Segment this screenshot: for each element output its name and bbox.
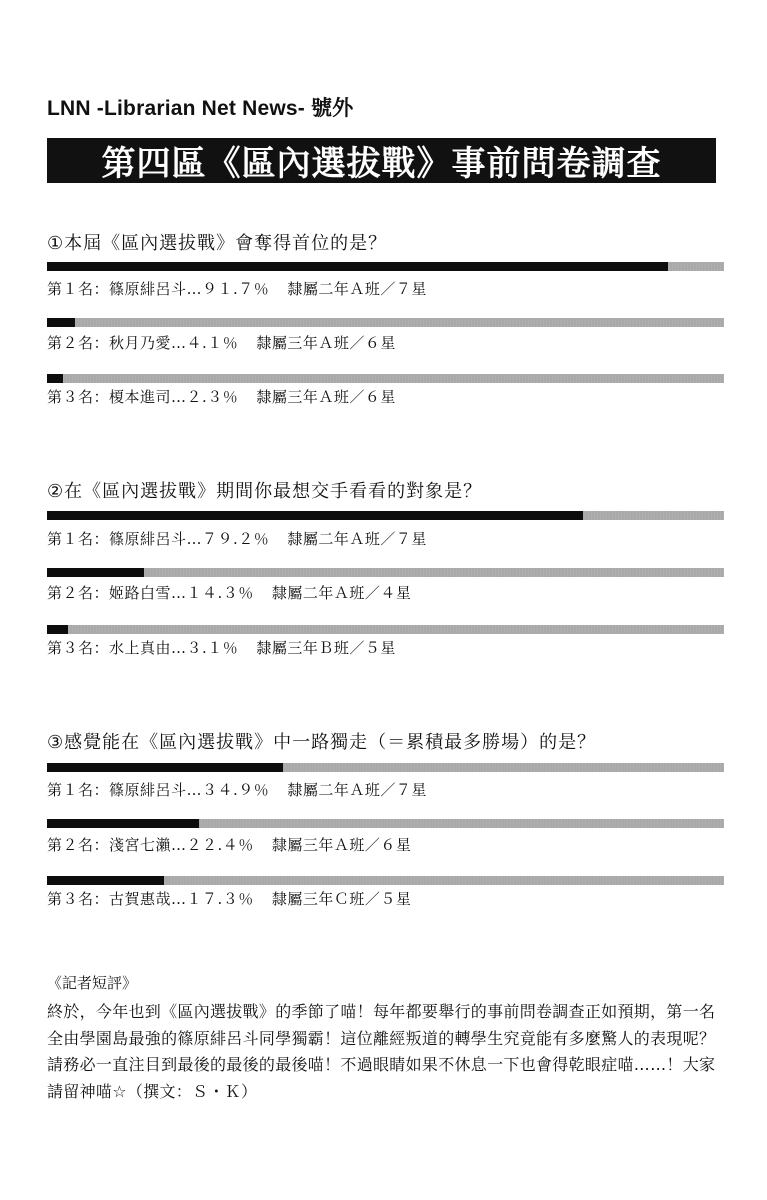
candidate-name: 姬路白雪 bbox=[109, 584, 172, 602]
q1-rank3-bar bbox=[47, 374, 724, 383]
candidate-name: 水上真由 bbox=[109, 639, 172, 657]
q3-rank1-bar bbox=[47, 763, 724, 772]
q1-rank2-bar bbox=[47, 318, 724, 327]
q1-rank1: 第１名：篠原緋呂斗…９１.７％ 隸屬二年Ａ班／７星 bbox=[47, 280, 427, 298]
rank-label: 第２名： bbox=[47, 836, 110, 854]
q3-rank1: 第１名：篠原緋呂斗…３４.９％ 隸屬二年Ａ班／７星 bbox=[47, 781, 427, 799]
question-2: ②在《區內選拔戰》期間你最想交手看看的對象是？ bbox=[47, 481, 483, 502]
q2-rank3-bar-fill bbox=[47, 625, 68, 634]
comment-body: 終於，今年也到《區內選拔戰》的季節了喵！每年都要舉行的事前問卷調查正如預期，第一名全由學園島最強的篠原緋呂斗同學獨霸！這位離經叛道的轉學生究竟能有多麼驚人的表現呢？請務必一直注目到最後的最後的最後喵！不過眼睛如果不休息一下也會得乾眼症喵……！大家請留神喵☆（撰文：Ｓ・Ｋ） bbox=[47, 1002, 716, 1101]
q2-rank1-bar bbox=[47, 511, 724, 520]
q1-rank3: 第３名：榎本進司…２.３％ 隸屬三年Ａ班／６星 bbox=[47, 388, 396, 406]
q2-rank2: 第２名：姬路白雪…１４.３％ 隸屬二年Ａ班／４星 bbox=[47, 584, 412, 602]
class-star: 隸屬二年Ａ班／７星 bbox=[287, 530, 427, 548]
q2-rank2-bar bbox=[47, 568, 724, 577]
question-1: ①本屆《區內選拔戰》會奪得首位的是？ bbox=[47, 233, 388, 254]
q1-rank2: 第２名：秋月乃愛…４.１％ 隸屬三年Ａ班／６星 bbox=[47, 334, 396, 352]
vote-percent: １７.３％ bbox=[186, 890, 254, 908]
q3-rank2-bar bbox=[47, 819, 724, 828]
rank-label: 第１名： bbox=[47, 280, 110, 298]
candidate-name: 篠原緋呂斗 bbox=[109, 781, 187, 799]
rank-label: 第３名： bbox=[47, 890, 110, 908]
rank-label: 第２名： bbox=[47, 584, 110, 602]
candidate-name: 淺宮七瀨 bbox=[109, 836, 172, 854]
class-star: 隸屬三年Ａ班／６星 bbox=[271, 836, 412, 854]
vote-percent: ９１.７％ bbox=[202, 280, 270, 298]
vote-percent: ３.１％ bbox=[186, 639, 239, 657]
comment-title: 《記者短評》 bbox=[47, 974, 138, 992]
q2-rank1-bar-fill bbox=[47, 511, 583, 520]
class-star: 隸屬三年Ａ班／６星 bbox=[256, 388, 396, 406]
vote-percent: ４.１％ bbox=[186, 334, 239, 352]
newsletter-header: LNN -Librarian Net News- 號外 bbox=[47, 97, 354, 120]
q3-rank1-bar-fill bbox=[47, 763, 283, 772]
vote-percent: １４.３％ bbox=[186, 584, 254, 602]
rank-label: 第１名： bbox=[47, 530, 110, 548]
vote-percent: ２.３％ bbox=[186, 388, 239, 406]
q3-rank3-bar-fill bbox=[47, 876, 164, 885]
q3-rank2-bar-fill bbox=[47, 819, 199, 828]
candidate-name: 榎本進司 bbox=[109, 388, 172, 406]
q3-rank3-bar bbox=[47, 876, 724, 885]
q1-rank3-bar-fill bbox=[47, 374, 63, 383]
q1-rank1-bar bbox=[47, 262, 724, 271]
q1-rank1-bar-fill bbox=[47, 262, 668, 271]
class-star: 隸屬二年Ａ班／７星 bbox=[287, 781, 427, 799]
q2-rank3: 第３名：水上真由…３.１％ 隸屬三年Ｂ班／５星 bbox=[47, 639, 396, 657]
class-star: 隸屬二年Ａ班／４星 bbox=[271, 584, 412, 602]
rank-label: 第３名： bbox=[47, 639, 110, 657]
candidate-name: 篠原緋呂斗 bbox=[109, 280, 187, 298]
rank-label: 第２名： bbox=[47, 334, 110, 352]
q3-rank2: 第２名：淺宮七瀨…２２.４％ 隸屬三年Ａ班／６星 bbox=[47, 836, 412, 854]
candidate-name: 篠原緋呂斗 bbox=[109, 530, 187, 548]
class-star: 隸屬三年Ａ班／６星 bbox=[256, 334, 396, 352]
survey-title: 第四區《區內選拔戰》事前問卷調查 bbox=[47, 138, 716, 183]
q2-rank3-bar bbox=[47, 625, 724, 634]
q2-rank2-bar-fill bbox=[47, 568, 144, 577]
candidate-name: 古賀惠哉 bbox=[109, 890, 172, 908]
q1-rank2-bar-fill bbox=[47, 318, 75, 327]
rank-label: 第３名： bbox=[47, 388, 110, 406]
vote-percent: ７９.２％ bbox=[202, 530, 270, 548]
candidate-name: 秋月乃愛 bbox=[109, 334, 172, 352]
class-star: 隸屬三年Ｃ班／５星 bbox=[271, 890, 412, 908]
vote-percent: ２２.４％ bbox=[186, 836, 254, 854]
q3-rank3: 第３名：古賀惠哉…１７.３％ 隸屬三年Ｃ班／５星 bbox=[47, 890, 412, 908]
rank-label: 第１名： bbox=[47, 781, 110, 799]
question-3: ③感覺能在《區內選拔戰》中一路獨走（＝累積最多勝場）的是？ bbox=[47, 732, 597, 753]
vote-percent: ３４.９％ bbox=[202, 781, 270, 799]
class-star: 隸屬三年Ｂ班／５星 bbox=[256, 639, 396, 657]
class-star: 隸屬二年Ａ班／７星 bbox=[287, 280, 427, 298]
q2-rank1: 第１名：篠原緋呂斗…７９.２％ 隸屬二年Ａ班／７星 bbox=[47, 530, 427, 548]
